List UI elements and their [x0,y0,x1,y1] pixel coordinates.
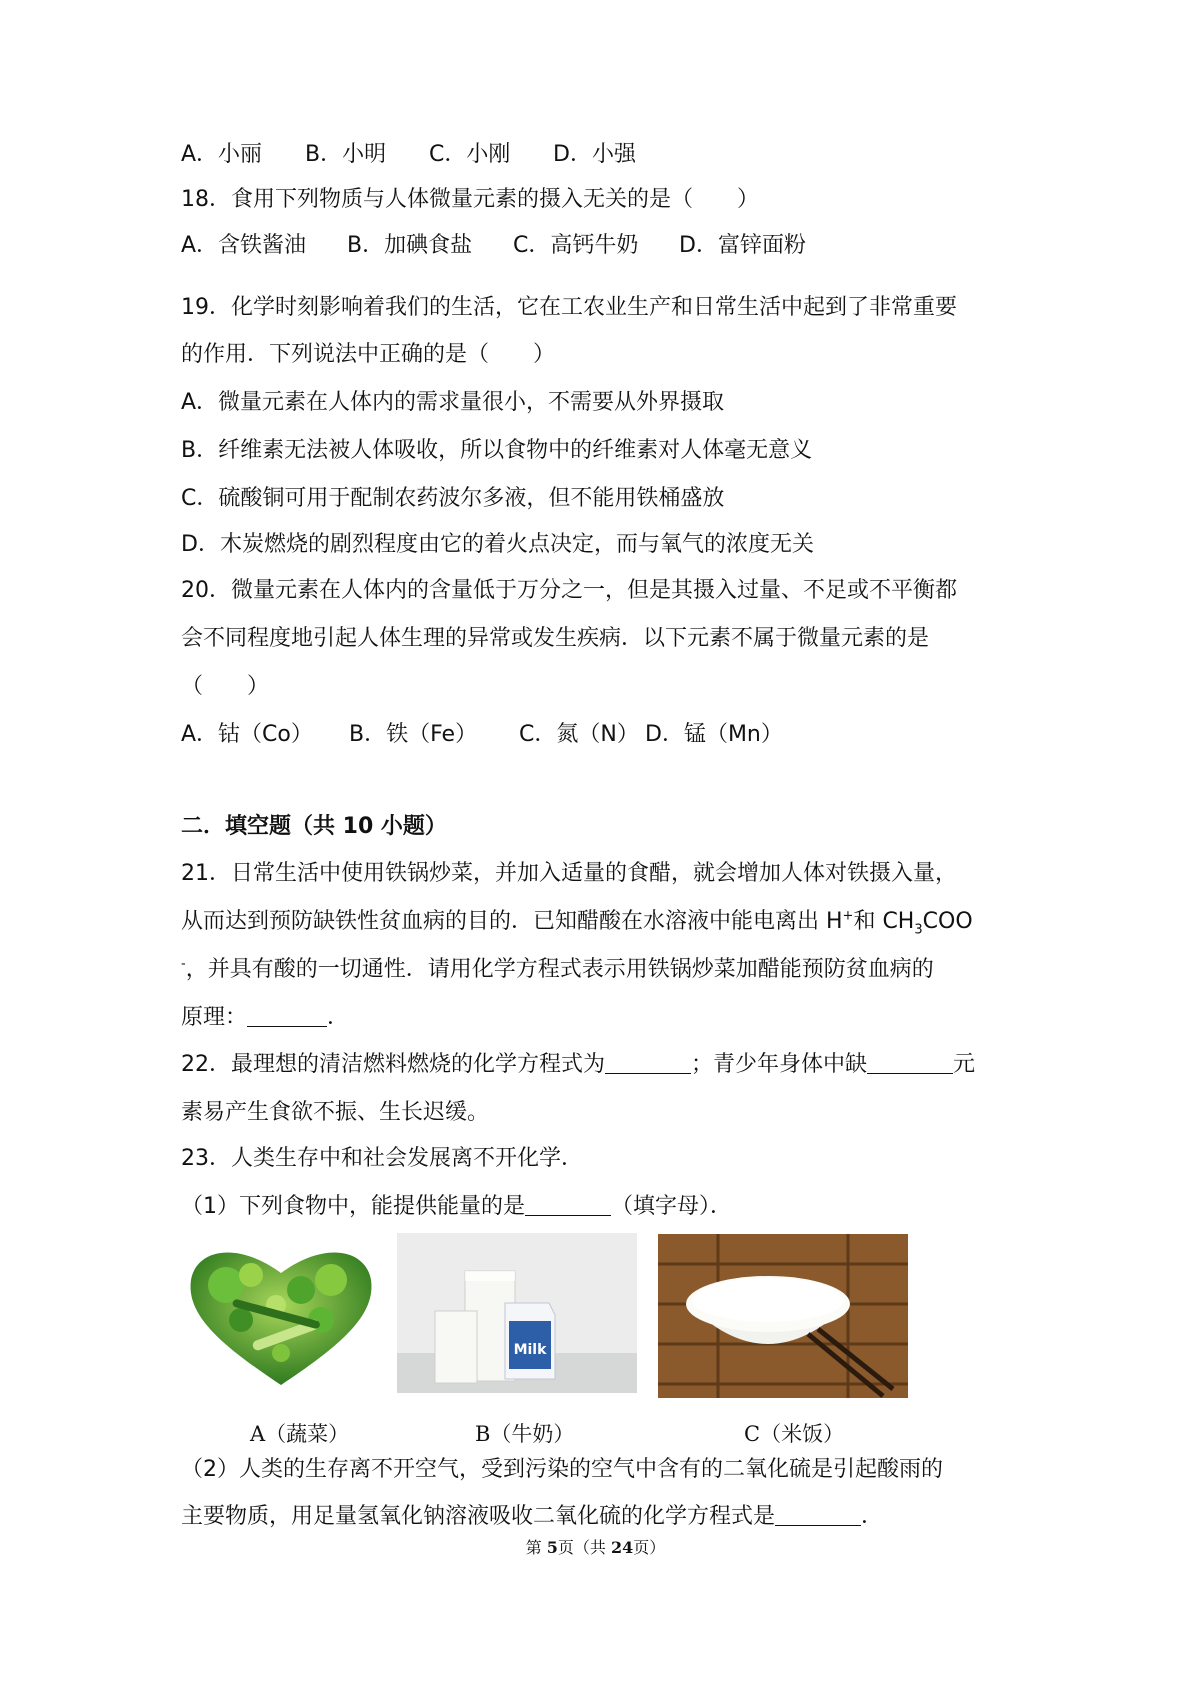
q17-options [181,140,636,170]
q21-line2-ch: 和 CH [853,909,915,934]
q20-option-b: B．铁（Fe） [349,722,478,747]
q21-line1: 21．日常生活中使用铁锅炒菜，并加入适量的食醋，就会增加人体对铁摄入量， [181,861,957,886]
q19-stem-line1: 19．化学时刻影响着我们的生活，它在工农业生产和日常生活中起到了非常重要 [181,295,957,320]
footer-page-number: 5 [546,1538,558,1557]
q23-sub2-line1: （2）人类的生存离不开空气，受到污染的空气中含有的二氧化硫是引起酸雨的 [181,1457,943,1482]
q21-h-charge: + [842,908,854,924]
q17-option-c: C．小刚 [429,142,511,167]
q21-line4-end: ． [327,1005,350,1030]
footer-middle: 页（共 [557,1538,612,1557]
q21-line4 [181,1003,349,1033]
footer-total-pages: 24 [611,1538,634,1557]
q20-option-d: D．锰（Mn） [645,722,783,747]
q22-part2: ；青少年身体中缺 [691,1052,868,1077]
q21-line2-text: 从而达到预防缺铁性贫血病的目的．已知醋酸在水溶液中能电离出 H [181,909,843,934]
q22-part1: 22．最理想的清洁燃料燃烧的化学方程式为 [181,1052,605,1077]
q23-sub2-blank[interactable] [775,1503,861,1526]
q21-answer-blank[interactable] [247,1004,327,1027]
q19-option-a: A．微量元素在人体内的需求量很小，不需要从外界摄取 [181,390,725,415]
q23-sub1-hint: （填字母）． [611,1194,733,1219]
q20-option-c: C．氮（N） [519,722,639,747]
q18-option-b: B．加碘食盐 [347,233,473,258]
q19-stem-line2: 的作用．下列说法中正确的是（ ） [181,342,556,367]
q19-option-b: B．纤维素无法被人体吸收，所以食物中的纤维素对人体毫无意义 [181,438,813,463]
q18-stem: 18．食用下列物质与人体微量元素的摄入无关的是（ ） [181,187,759,212]
q17-option-d: D．小强 [553,142,636,167]
q20-option-a: A．钴（Co） [181,722,313,747]
q21-line3-text: ，并具有酸的一切通性．请用化学方程式表示用铁锅炒菜加醋能预防贫血病的 [185,957,934,982]
q22-blank-1[interactable] [605,1051,691,1074]
q23-sub2-text: 主要物质，用足量氢氧化钠溶液吸收二氧化硫的化学方程式是 [181,1504,776,1529]
q21-line2-coo: COO [922,909,973,934]
q18-option-d: D．富锌面粉 [679,233,806,258]
q19-option-c: C．硫酸铜可用于配制农药波尔多液，但不能用铁桶盛放 [181,486,725,511]
milk-image [397,1233,637,1393]
caption-milk: B（牛奶） [475,1422,575,1446]
q17-option-a: A．小丽 [181,142,263,167]
q18-option-c: C．高钙牛奶 [513,233,639,258]
q23-stem: 23．人类生存中和社会发展离不开化学． [181,1146,583,1171]
q22-line1 [181,1050,975,1080]
footer-suffix: 页） [633,1538,666,1557]
q18-options [181,231,806,261]
q22-blank-2[interactable] [867,1051,953,1074]
q21-subscript: 3 [914,922,923,938]
rice-bowl-image [658,1234,908,1398]
q21-coo-charge: - [181,956,186,972]
q20-stem-line2: 会不同程度地引起人体生理的异常或发生疾病．以下元素不属于微量元素的是 [181,626,930,651]
q21-line4-text: 原理： [181,1005,248,1030]
q22-line2: 素易产生食欲不振、生长迟缓。 [181,1100,490,1125]
q22-part3: 元 [953,1052,976,1077]
q19-option-d: D．木炭燃烧的剧烈程度由它的着火点决定，而与氧气的浓度无关 [181,532,814,557]
q20-options [181,720,783,750]
q23-sub2-end: ． [861,1504,884,1529]
caption-rice: C（米饭） [744,1422,845,1446]
caption-vegetables: A（蔬菜） [250,1422,350,1446]
milk-carton-label: Milk [513,1342,547,1358]
q21-line3 [181,955,934,985]
page-footer [0,1537,1191,1559]
q23-sub1-blank[interactable] [525,1193,611,1216]
q17-option-b: B．小明 [305,142,387,167]
q18-option-a: A．含铁酱油 [181,233,307,258]
section-title: 二．填空题（共 10 小题） [181,814,447,839]
q21-line2 [181,907,973,937]
q23-sub1 [181,1192,732,1222]
q20-stem-line3: （ ） [181,674,270,699]
q23-sub2-line2 [181,1502,883,1532]
vegetables-image [181,1235,381,1395]
q20-stem-line1: 20．微量元素在人体内的含量低于万分之一，但是其摄入过量、不足或不平衡都 [181,578,957,603]
q23-sub1-text: （1）下列食物中，能提供能量的是 [181,1194,525,1219]
footer-prefix: 第 [525,1538,547,1557]
